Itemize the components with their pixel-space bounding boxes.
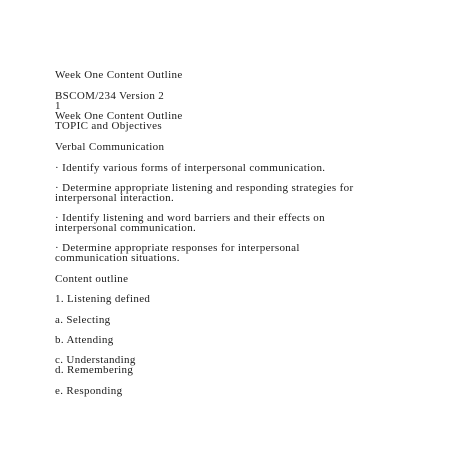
section-heading: Verbal Communication [55,141,165,153]
outline-main-item: 1. Listening defined [55,293,151,305]
outline-item-attending: b. Attending [55,334,114,346]
objective-4-line-2: communication situations. [55,252,180,264]
objective-2-line-2: interpersonal interaction. [55,192,175,204]
course-code: BSCOM/234 Version 2 [55,90,165,102]
page-number: 1 [55,100,61,112]
outline-heading: Content outline [55,273,129,285]
outline-item-selecting: a. Selecting [55,314,111,326]
objective-4-line-1: · Determine appropriate responses for interpersonal [55,242,300,254]
outline-item-responding: e. Responding [55,385,123,397]
outline-item-understanding: c. Understanding [55,354,136,366]
objective-2-line-1: · Determine appropriate listening and responding strategies for [55,182,354,194]
header-subtitle: TOPIC and Objectives [55,120,163,132]
objective-3-line-1: · Identify listening and word barriers and their effects on [55,212,326,224]
outline-item-remembering: d. Remembering [55,364,134,376]
objective-3-line-2: interpersonal communication. [55,222,197,234]
header-title: Week One Content Outline [55,110,183,122]
objective-1: · Identify various forms of interpersonal communication. [55,162,326,174]
document-title: Week One Content Outline [55,69,183,81]
